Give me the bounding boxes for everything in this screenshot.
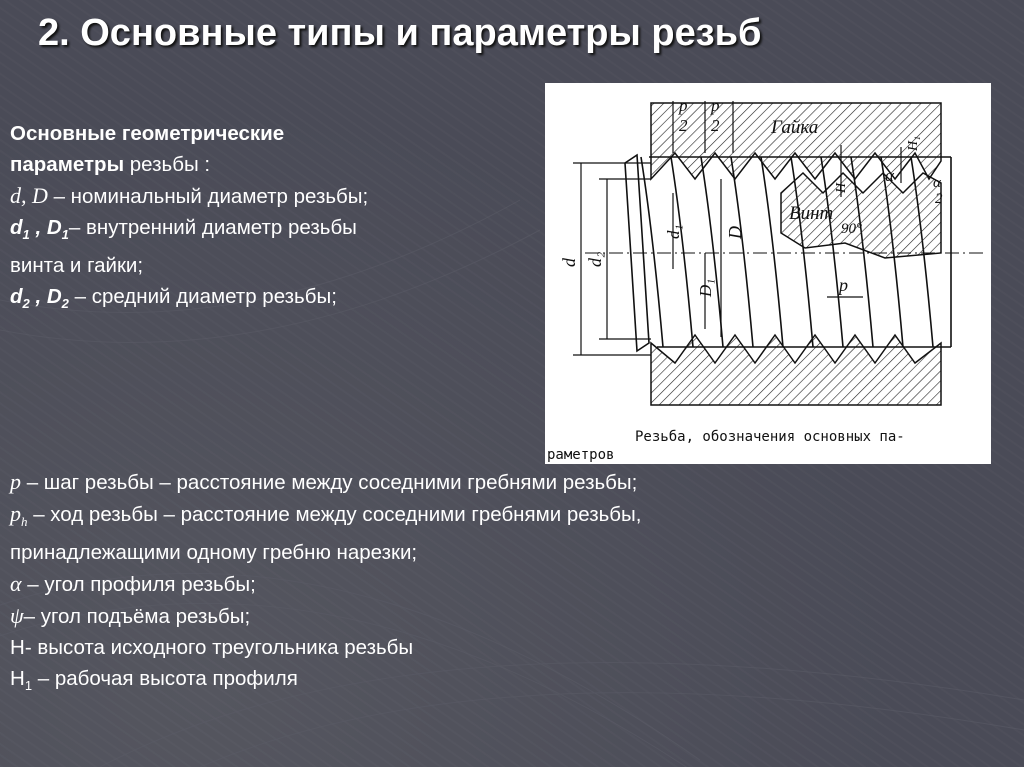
param-symbol: d [10, 285, 23, 308]
intro-heading-line1 [10, 118, 540, 149]
label-d1: d₁ [664, 224, 683, 239]
param-text: – средний диаметр резьбы; [68, 285, 337, 308]
page-title: 2. Основные типы и параметры резьб [38, 12, 762, 54]
label-nut: Гайка [771, 117, 819, 138]
param-text-2: винта и гайки; [10, 254, 144, 277]
param-symbol: Н [10, 667, 25, 690]
param-inner-diameter [10, 212, 540, 250]
parameters-top-block [10, 118, 540, 319]
param-pitch [10, 466, 1010, 498]
param-subscript: 1 [22, 227, 30, 242]
label-alpha2: α [933, 175, 941, 191]
param-symbol: α [10, 571, 22, 596]
nut-top-section [651, 103, 941, 179]
param-subscript: h [21, 514, 28, 529]
param-symbol-2: , D [29, 285, 62, 308]
figure-caption-line2: раметров [547, 447, 615, 463]
intro-heading-bold: Основные геометрические [10, 122, 285, 145]
figure-caption-line1: Резьба, обозначения основных па- [635, 429, 905, 445]
param-symbol: p [10, 501, 21, 526]
label-d2: d₂ [585, 251, 605, 267]
param-triangle-height [10, 632, 1010, 663]
param-text: – шаг резьбы – расстояние между соседними гребнями резьбы; [21, 471, 638, 494]
param-lead [10, 498, 1010, 537]
intro-heading-line2 [10, 149, 540, 180]
param-text: – ход резьбы – расстояние между соседними гребнями резьбы, [27, 503, 642, 526]
param-symbol: d [10, 216, 23, 239]
param-text: – рабочая высота профиля [32, 667, 298, 690]
param-text: – угол подъёма резьбы; [23, 605, 251, 628]
param-mean-diameter [10, 281, 540, 319]
label-p: p [839, 275, 848, 295]
param-text: – угол профиля резьбы; [21, 573, 256, 596]
param-symbol: Н [10, 636, 25, 659]
label-p-over-2-b-den: 2 [711, 116, 720, 135]
param-symbol-2: , D [29, 216, 62, 239]
thread-diagram [545, 83, 991, 464]
label-D1: D₁ [696, 278, 715, 297]
label-D: D [725, 226, 745, 239]
intro-heading-bold-2: параметры [10, 153, 125, 176]
param-subscript-2: 2 [61, 296, 69, 311]
param-symbol: ψ [10, 603, 24, 628]
label-p-over-2-a-den: 2 [679, 116, 688, 135]
nut-bottom-section [651, 335, 941, 405]
param-lead-cont [10, 537, 1010, 568]
param-inner-diameter-cont [10, 250, 540, 281]
label-d: d [559, 258, 579, 267]
param-symbol: d, D [10, 183, 48, 208]
param-working-height [10, 663, 1010, 701]
param-nominal-diameter [10, 180, 540, 212]
param-text: – номинальный диаметр резьбы; [47, 185, 369, 208]
param-text: - высота исходного треугольника резьбы [24, 636, 414, 659]
label-H: H [834, 182, 849, 193]
param-symbol: p [10, 469, 21, 494]
label-H1: H₁ [906, 136, 921, 151]
label-90: 90° [841, 221, 862, 237]
label-p-over-2-b: p [711, 96, 720, 115]
label-p-over-2-a: p [679, 96, 688, 115]
param-subscript: 1 [24, 678, 33, 693]
param-subscript: 2 [22, 296, 30, 311]
param-profile-angle [10, 568, 1010, 600]
label-screw: Винт [789, 203, 834, 224]
param-subscript-2: 1 [61, 227, 69, 242]
param-lead-angle [10, 600, 1010, 632]
param-text-2: принадлежащими одному гребню нарезки; [10, 541, 418, 564]
param-text: – внутренний диаметр резьбы [68, 216, 357, 239]
parameters-bottom-block [10, 466, 1010, 701]
label-alpha2-den: 2 [935, 191, 943, 207]
intro-heading-rest: резьбы : [124, 153, 211, 176]
label-alpha: α [885, 166, 894, 185]
